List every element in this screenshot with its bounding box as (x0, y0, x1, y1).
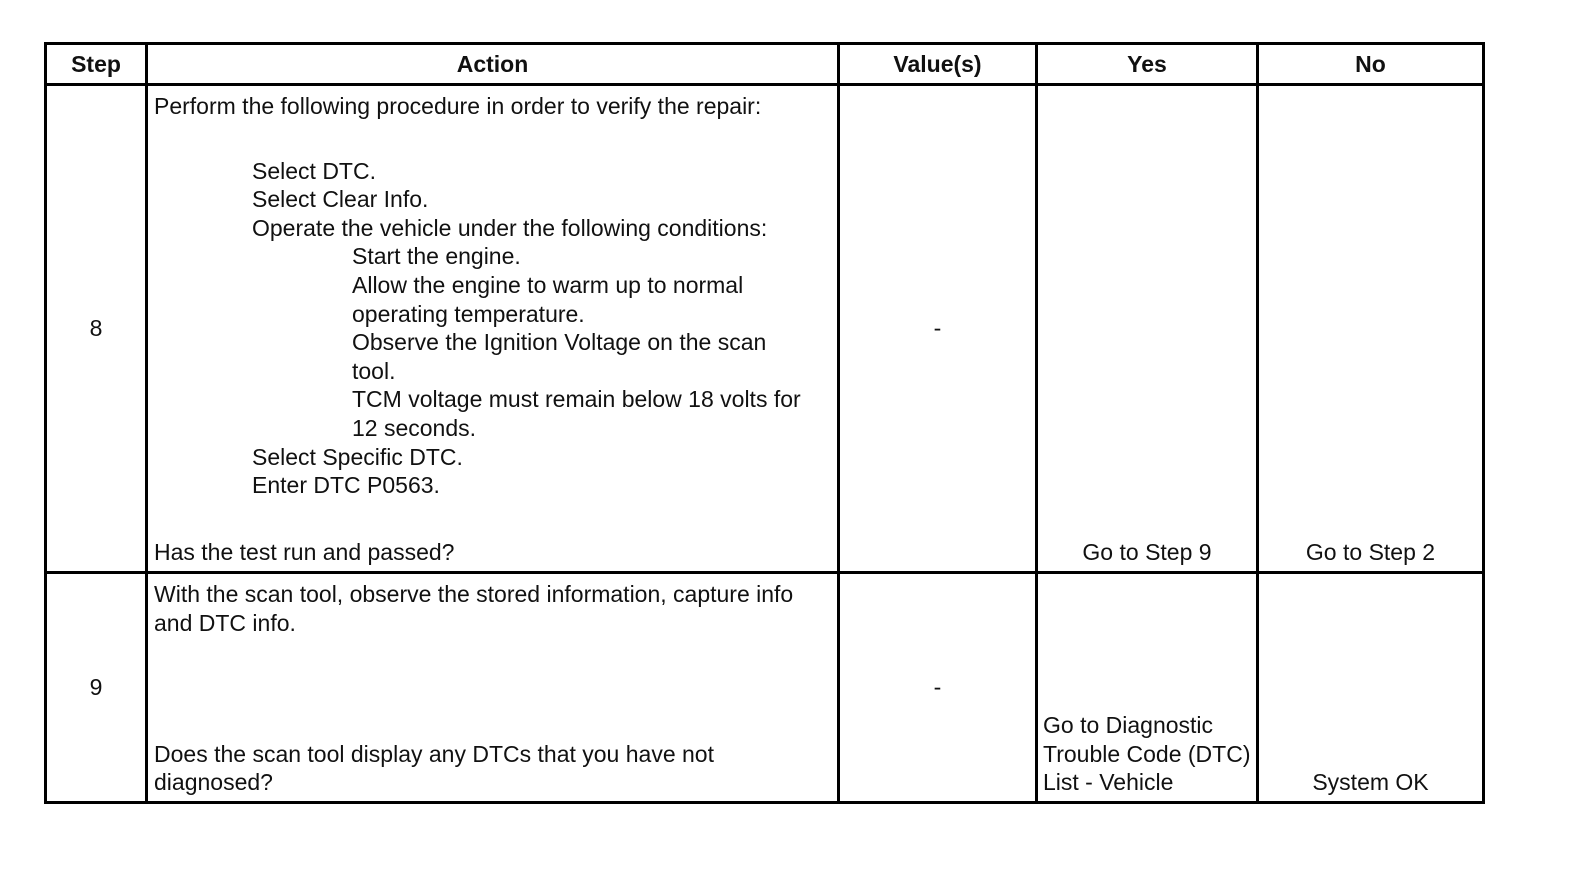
step-number: 9 (46, 573, 147, 803)
header-no: No (1258, 44, 1484, 85)
table-row-step-9 (46, 573, 1484, 803)
header-values: Value(s) (839, 44, 1037, 85)
table-row-step-8 (46, 85, 1484, 573)
action-question: Does the scan tool display any DTCs that you have not diagnosed? (154, 740, 714, 796)
procedure-step: Select Clear Info. (252, 186, 429, 213)
action-cell (147, 573, 839, 803)
condition-group (252, 242, 831, 442)
procedure-step: Operate the vehicle under the following conditions: (252, 214, 768, 241)
condition-item: Observe the Ignition Voltage on the scan tool. (352, 329, 767, 384)
yes-outcome: Go to Step 9 (1082, 539, 1212, 566)
yes-cell (1037, 573, 1258, 803)
header-action: Action (147, 44, 839, 85)
value-cell: - (839, 573, 1037, 803)
value-cell: - (839, 85, 1037, 573)
step-number: 8 (46, 85, 147, 573)
yes-cell (1037, 85, 1258, 573)
procedure-step: Select Specific DTC. (252, 443, 463, 470)
no-outcome: System OK (1312, 769, 1429, 796)
no-outcome: Go to Step 2 (1305, 539, 1436, 566)
diagnostic-step-table (44, 42, 1485, 804)
no-cell (1258, 85, 1484, 573)
procedure-step: Select DTC. (252, 157, 376, 184)
action-intro: With the scan tool, observe the stored information, capture info and DTC info. (154, 581, 794, 636)
action-intro: Perform the following procedure in order to verify the repair: (154, 93, 762, 119)
table-header-row (46, 44, 1484, 85)
no-cell (1258, 573, 1484, 803)
condition-item: Start the engine. (352, 243, 521, 270)
procedure-list (154, 157, 831, 500)
procedure-step: Enter DTC P0563. (252, 472, 440, 499)
yes-outcome: Go to Diagnostic Trouble Code (DTC) List - Vehicle (1043, 712, 1251, 796)
condition-item: Allow the engine to warm up to normal operating temperature. (352, 271, 744, 327)
header-yes: Yes (1037, 44, 1258, 85)
condition-item: TCM voltage must remain below 18 volts for 12 seconds. (352, 386, 801, 441)
header-step: Step (46, 44, 147, 85)
action-cell (147, 85, 839, 573)
condition-list (252, 242, 802, 442)
action-question: Has the test run and passed? (154, 539, 455, 566)
